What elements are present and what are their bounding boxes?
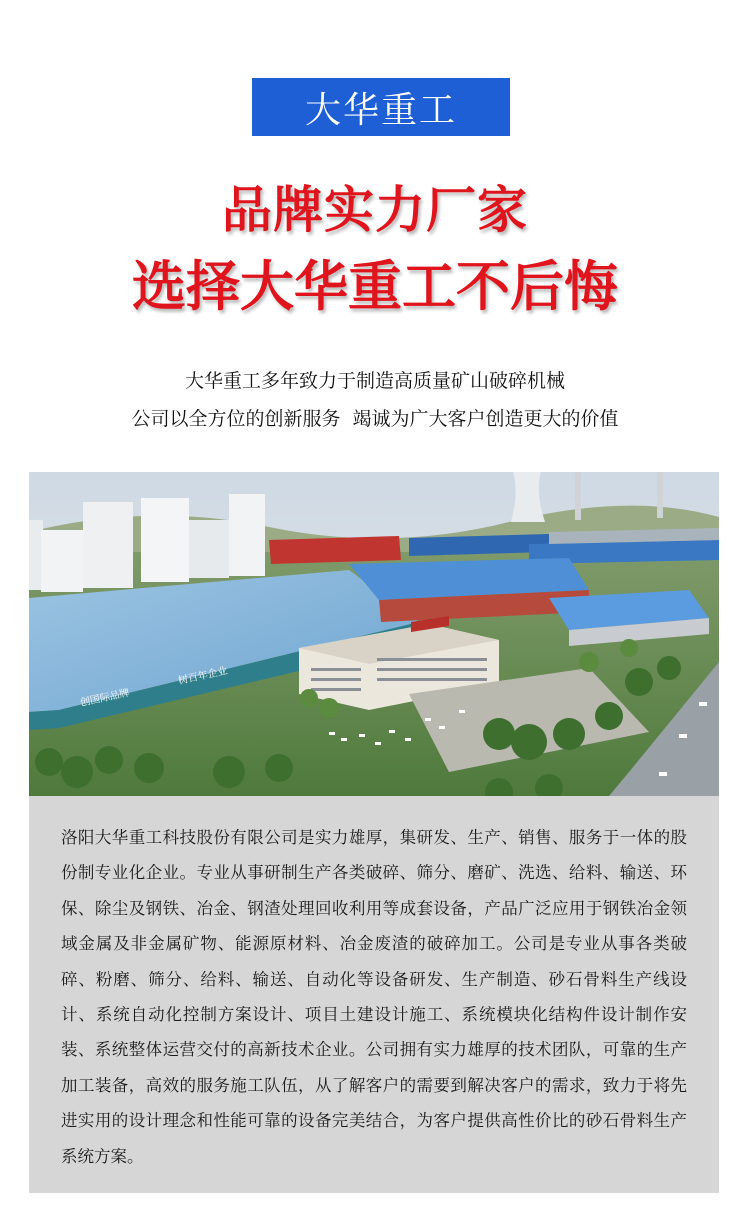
brand-title: 大华重工 [304,89,457,131]
company-description-panel [29,796,719,1193]
headline-primary: 品牌实力厂家 [222,180,528,239]
factory-aerial-illustration [29,472,719,796]
company-description-text: 洛阳大华重工科技股份有限公司是实力雄厚，集研发、生产、销售、服务于一体的股份制专业化企业。专业从事研制生产各类破碎、筛分、磨矿、洗选、给料、输送、环保、除尘及钢铁、冶金、钢渣处理回收利用等成套设备，产品广泛应用于钢铁冶金领域金属及非金属矿物、能源原材料、冶金废渣的破碎加工。公司是专业从事各类破碎、粉磨、筛分、给料、输送、自动化等设备研发、生产制造、砂石骨料生产线设计、系统自动化控制方案设计、项目土建设计施工、系统模块化结构件设计制作安装、系统整体运营交付的高新技术企业。公司拥有实力雄厚的技术团队，可靠的生产加工装备，高效的服务施工队伍，从了解客户的需要到解决客户的需求，致力于将先进实用的设计理念和性能可靠的设备完美结合，为客户提供高性价比的砂石骨料生产系统方案。 [61,828,687,1166]
factory-sign-right: 树百年企业 [177,665,229,687]
headline-secondary: 选择大华重工不后悔 [132,254,618,318]
tagline-line-1: 大华重工多年致力于制造高质量矿山破碎机械 [184,370,565,392]
factory-aerial-photo [29,472,719,796]
tagline-line-2: 公司以全方位的创新服务 竭诚为广大客户创造更大的价值 [131,408,619,430]
factory-sign-left: 创国际品牌 [79,687,131,709]
brand-title-box [252,78,510,136]
